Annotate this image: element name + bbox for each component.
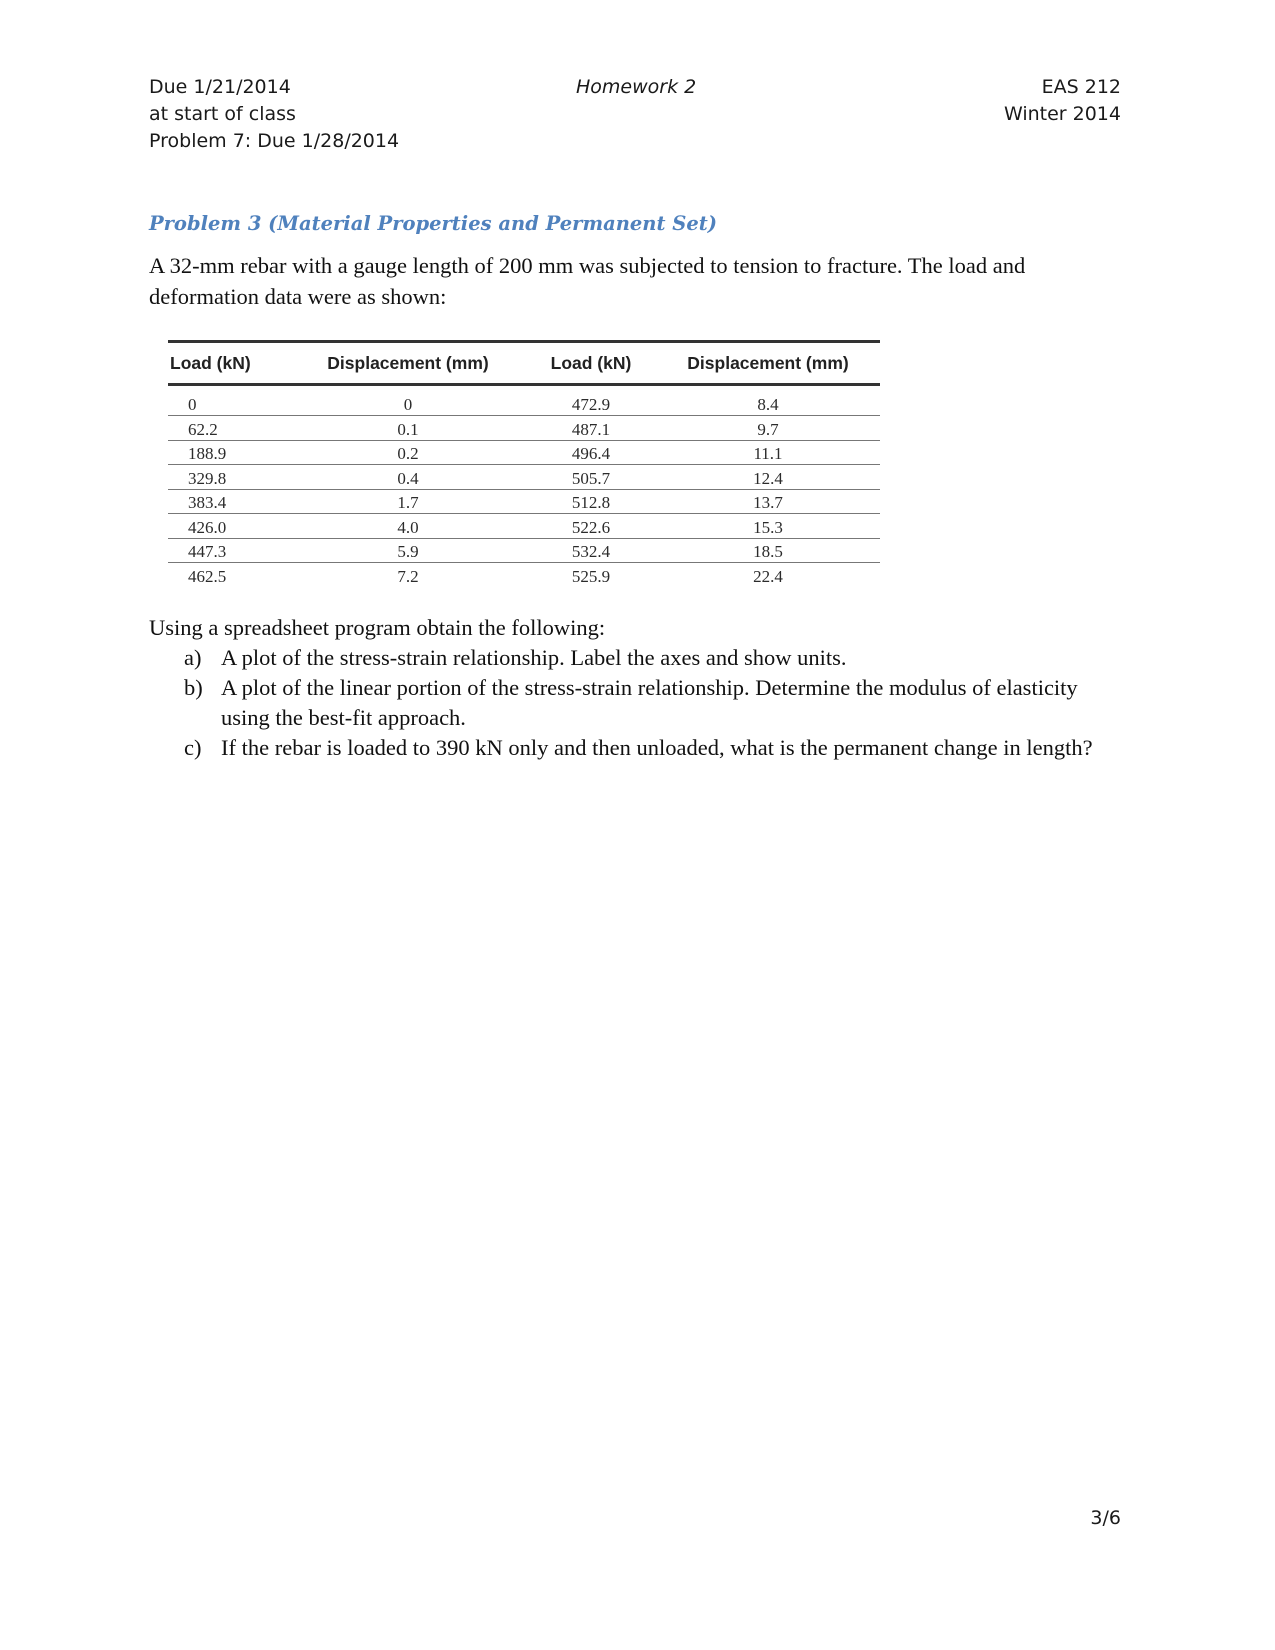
table-row [168,385,880,416]
table-cell: 532.4 [571,542,611,561]
instructions-lead: Using a spreadsheet program obtain the following: [149,615,606,640]
table-cell: 1.7 [397,493,419,512]
load-displacement-table-wrap [168,340,880,587]
table-cell: 22.4 [753,567,783,586]
list-marker: c) [184,735,202,760]
header-left [149,74,399,155]
table-cell: 8.4 [757,395,779,414]
table-cell: 4.0 [397,517,419,537]
table-cell: 472.9 [571,395,611,414]
table-row [168,489,880,514]
problem-7-due-note: Problem 7: Due 1/28/2014 [149,130,400,152]
table-cell: 15.3 [753,517,783,537]
table-cell: 383.4 [188,493,227,512]
table-cell: 0.1 [397,419,419,439]
list-marker: a) [184,645,202,670]
list-item [149,733,1129,763]
table-header-row [168,342,880,385]
table-cell: 9.7 [757,419,779,439]
table-row [168,563,880,588]
table-cell: 426.0 [188,517,227,537]
term: Winter 2014 [1003,103,1121,125]
course-code: EAS 212 [1041,76,1121,98]
table-cell: 188.9 [188,444,227,463]
task-text: If the rebar is loaded to 390 kN only and then unloaded, what is the permanent change in length? [221,735,1093,760]
table-cell: 512.8 [571,493,611,512]
table-cell: 447.3 [188,542,227,561]
table-row [168,440,880,465]
instructions [149,613,1129,763]
table-cell: 525.9 [571,567,611,586]
table-cell: 487.1 [571,419,611,439]
table-cell: 62.2 [188,419,218,439]
header-load-2: Load (kN) [550,352,632,373]
problem-intro: A 32-mm rebar with a gauge length of 200 mm was subjected to tension to fracture. The load and deformation data were as shown: [149,253,1026,309]
header-right [1004,74,1121,128]
table-cell: 0 [188,395,197,414]
header-center [576,74,696,101]
task-text: A plot of the linear portion of the stress-strain relationship. Determine the modulus of elasticity using the best-fit approach. [221,675,1078,730]
due-time-note: at start of class [149,103,296,125]
page-number: 3/6 [1090,1507,1121,1529]
table-cell: 13.7 [753,493,783,512]
table-row [168,416,880,441]
table-cell: 18.5 [753,542,783,561]
problem-title: Problem 3 (Material Properties and Permanent Set) [149,212,717,235]
table-cell: 12.4 [753,468,783,488]
table-cell: 496.4 [571,444,611,463]
table-cell: 522.6 [571,517,611,537]
table-cell: 0 [403,395,413,414]
due-date: Due 1/21/2014 [149,76,291,98]
task-list [149,643,1129,763]
table-cell: 5.9 [397,542,419,561]
table-cell: 0.4 [397,468,419,488]
list-marker: b) [184,675,203,700]
table-cell: 7.2 [397,567,419,586]
header-displacement-1: Displacement (mm) [327,352,489,373]
table-cell: 462.5 [188,567,227,586]
table-cell: 329.8 [188,468,227,488]
header-displacement-2: Displacement (mm) [687,352,849,373]
table-cell: 11.1 [753,444,783,463]
list-item [149,673,1129,733]
task-text: A plot of the stress-strain relationship. Label the axes and show units. [221,645,847,670]
table-row [168,514,880,539]
assignment-title: Homework 2 [576,76,697,98]
list-item [149,643,1129,673]
table-cell: 505.7 [571,468,611,488]
table-row [168,538,880,563]
table-row [168,465,880,490]
table-cell: 0.2 [397,444,419,463]
header-load-1: Load (kN) [170,352,251,373]
load-displacement-table [168,340,880,587]
